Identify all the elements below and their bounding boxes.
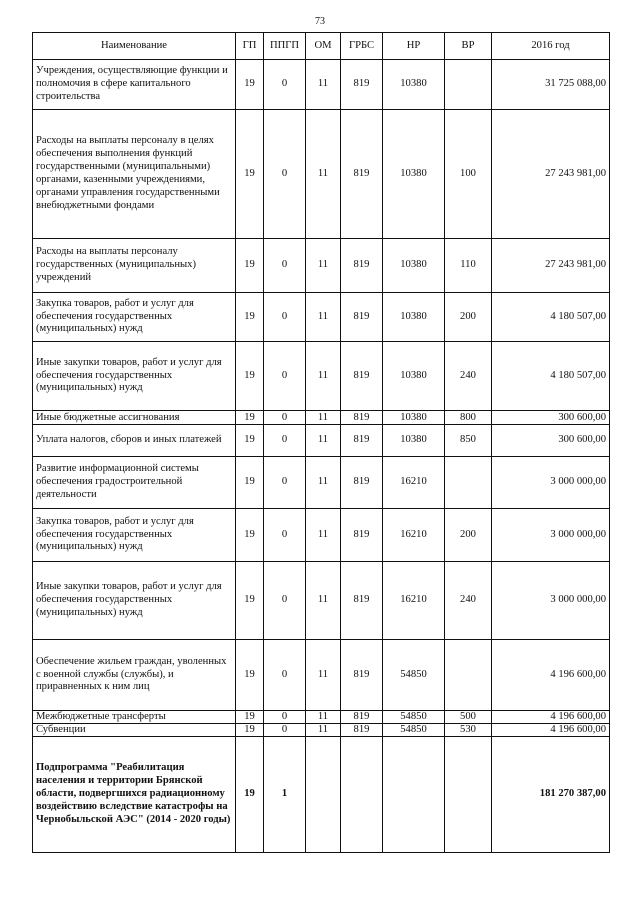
row-nr: 10380 [383,60,445,110]
row-amount: 300 600,00 [492,425,610,457]
row-nr: 16210 [383,562,445,640]
table-row [33,562,610,640]
row-gp: 19 [236,342,264,411]
row-grbs [341,737,383,853]
row-grbs: 819 [341,425,383,457]
row-ppgp: 0 [264,457,306,509]
row-vr: 850 [445,425,492,457]
table-row [33,110,610,239]
header-om: ОМ [306,33,341,60]
row-nr: 10380 [383,342,445,411]
row-amount: 3 000 000,00 [492,457,610,509]
row-name: Расходы на выплаты персоналу в целях обеспечения выполнения функций государственными (муниципальными) органами, казенными учреждениями, органами управления государственными внебюджетными фондами [33,110,236,239]
row-ppgp: 1 [264,737,306,853]
budget-table [32,32,610,853]
row-om: 11 [306,110,341,239]
row-grbs: 819 [341,457,383,509]
row-ppgp: 0 [264,425,306,457]
row-vr: 500 [445,711,492,724]
row-amount: 181 270 387,00 [492,737,610,853]
row-name: Закупка товаров, работ и услуг для обеспечения государственных (муниципальных) нужд [33,293,236,342]
row-gp: 19 [236,737,264,853]
row-amount: 4 196 600,00 [492,724,610,737]
row-gp: 19 [236,110,264,239]
header-ppgp: ППГП [264,33,306,60]
row-vr: 800 [445,411,492,425]
row-amount: 4 180 507,00 [492,342,610,411]
row-grbs: 819 [341,640,383,711]
row-amount: 27 243 981,00 [492,239,610,293]
row-gp: 19 [236,509,264,562]
row-gp: 19 [236,562,264,640]
row-ppgp: 0 [264,509,306,562]
row-nr: 54850 [383,724,445,737]
row-nr: 10380 [383,110,445,239]
row-om: 11 [306,342,341,411]
row-amount: 4 196 600,00 [492,711,610,724]
row-om: 11 [306,411,341,425]
page-number: 73 [315,16,325,27]
row-ppgp: 0 [264,724,306,737]
row-om: 11 [306,509,341,562]
table-row [33,640,610,711]
row-nr: 10380 [383,293,445,342]
row-amount: 4 196 600,00 [492,640,610,711]
row-name: Уплата налогов, сборов и иных платежей [33,425,236,457]
row-name: Иные закупки товаров, работ и услуг для обеспечения государственных (муниципальных) нужд [33,342,236,411]
table-row [33,60,610,110]
row-name: Обеспечение жильем граждан, уволенных с военной службы (службы), и приравненных к ним лиц [33,640,236,711]
row-gp: 19 [236,711,264,724]
table-row-subprogram [33,737,610,853]
row-name: Развитие информационной системы обеспечения градостроительной деятельности [33,457,236,509]
row-grbs: 819 [341,562,383,640]
table-row [33,724,610,737]
table-row [33,457,610,509]
row-grbs: 819 [341,711,383,724]
row-grbs: 819 [341,724,383,737]
row-om: 11 [306,711,341,724]
row-gp: 19 [236,640,264,711]
row-grbs: 819 [341,342,383,411]
row-gp: 19 [236,425,264,457]
row-vr: 240 [445,562,492,640]
row-ppgp: 0 [264,239,306,293]
row-nr: 10380 [383,239,445,293]
row-om: 11 [306,724,341,737]
row-name: Подпрограмма "Реабилитация населения и территории Брянской области, подвергшихся радиационному воздействию вследствие катастрофы на Чернобыльской АЭС" (2014 - 2020 годы) [33,737,236,853]
row-gp: 19 [236,293,264,342]
header-name: Наименование [33,33,236,60]
row-gp: 19 [236,724,264,737]
row-om: 11 [306,425,341,457]
row-amount: 27 243 981,00 [492,110,610,239]
row-amount: 300 600,00 [492,411,610,425]
row-vr: 100 [445,110,492,239]
row-gp: 19 [236,457,264,509]
row-om: 11 [306,293,341,342]
table-row [33,342,610,411]
row-nr: 10380 [383,411,445,425]
table-row [33,293,610,342]
row-gp: 19 [236,411,264,425]
table-row [33,425,610,457]
row-vr: 240 [445,342,492,411]
row-gp: 19 [236,239,264,293]
table-row [33,509,610,562]
row-om: 11 [306,562,341,640]
row-ppgp: 0 [264,342,306,411]
row-ppgp: 0 [264,411,306,425]
row-grbs: 819 [341,509,383,562]
row-gp: 19 [236,60,264,110]
row-nr: 10380 [383,425,445,457]
table-row [33,411,610,425]
row-vr: 530 [445,724,492,737]
header-nr: НР [383,33,445,60]
row-amount: 3 000 000,00 [492,562,610,640]
row-nr: 54850 [383,640,445,711]
row-grbs: 819 [341,293,383,342]
row-vr: 200 [445,293,492,342]
row-ppgp: 0 [264,711,306,724]
row-ppgp: 0 [264,562,306,640]
row-name: Иные бюджетные ассигнования [33,411,236,425]
row-grbs: 819 [341,110,383,239]
row-name: Субвенции [33,724,236,737]
row-nr: 54850 [383,711,445,724]
row-om [306,737,341,853]
header-vr: ВР [445,33,492,60]
header-row [33,33,610,60]
row-grbs: 819 [341,239,383,293]
row-amount: 4 180 507,00 [492,293,610,342]
row-vr [445,457,492,509]
row-name: Межбюджетные трансферты [33,711,236,724]
header-gp: ГП [236,33,264,60]
row-vr [445,737,492,853]
row-nr: 16210 [383,509,445,562]
table-row [33,711,610,724]
row-amount: 31 725 088,00 [492,60,610,110]
row-amount: 3 000 000,00 [492,509,610,562]
row-om: 11 [306,640,341,711]
row-name: Иные закупки товаров, работ и услуг для обеспечения государственных (муниципальных) нужд [33,562,236,640]
row-grbs: 819 [341,60,383,110]
row-name: Учреждения, осуществляющие функции и полномочия в сфере капитального строительства [33,60,236,110]
header-year: 2016 год [492,33,610,60]
row-nr [383,737,445,853]
row-ppgp: 0 [264,640,306,711]
row-om: 11 [306,457,341,509]
header-grbs: ГРБС [341,33,383,60]
row-vr [445,640,492,711]
row-name: Расходы на выплаты персоналу государственных (муниципальных) учреждений [33,239,236,293]
row-vr: 110 [445,239,492,293]
row-vr [445,60,492,110]
row-om: 11 [306,60,341,110]
row-ppgp: 0 [264,60,306,110]
row-ppgp: 0 [264,110,306,239]
row-vr: 200 [445,509,492,562]
row-name: Закупка товаров, работ и услуг для обеспечения государственных (муниципальных) нужд [33,509,236,562]
row-om: 11 [306,239,341,293]
row-grbs: 819 [341,411,383,425]
table-row [33,239,610,293]
row-nr: 16210 [383,457,445,509]
row-ppgp: 0 [264,293,306,342]
